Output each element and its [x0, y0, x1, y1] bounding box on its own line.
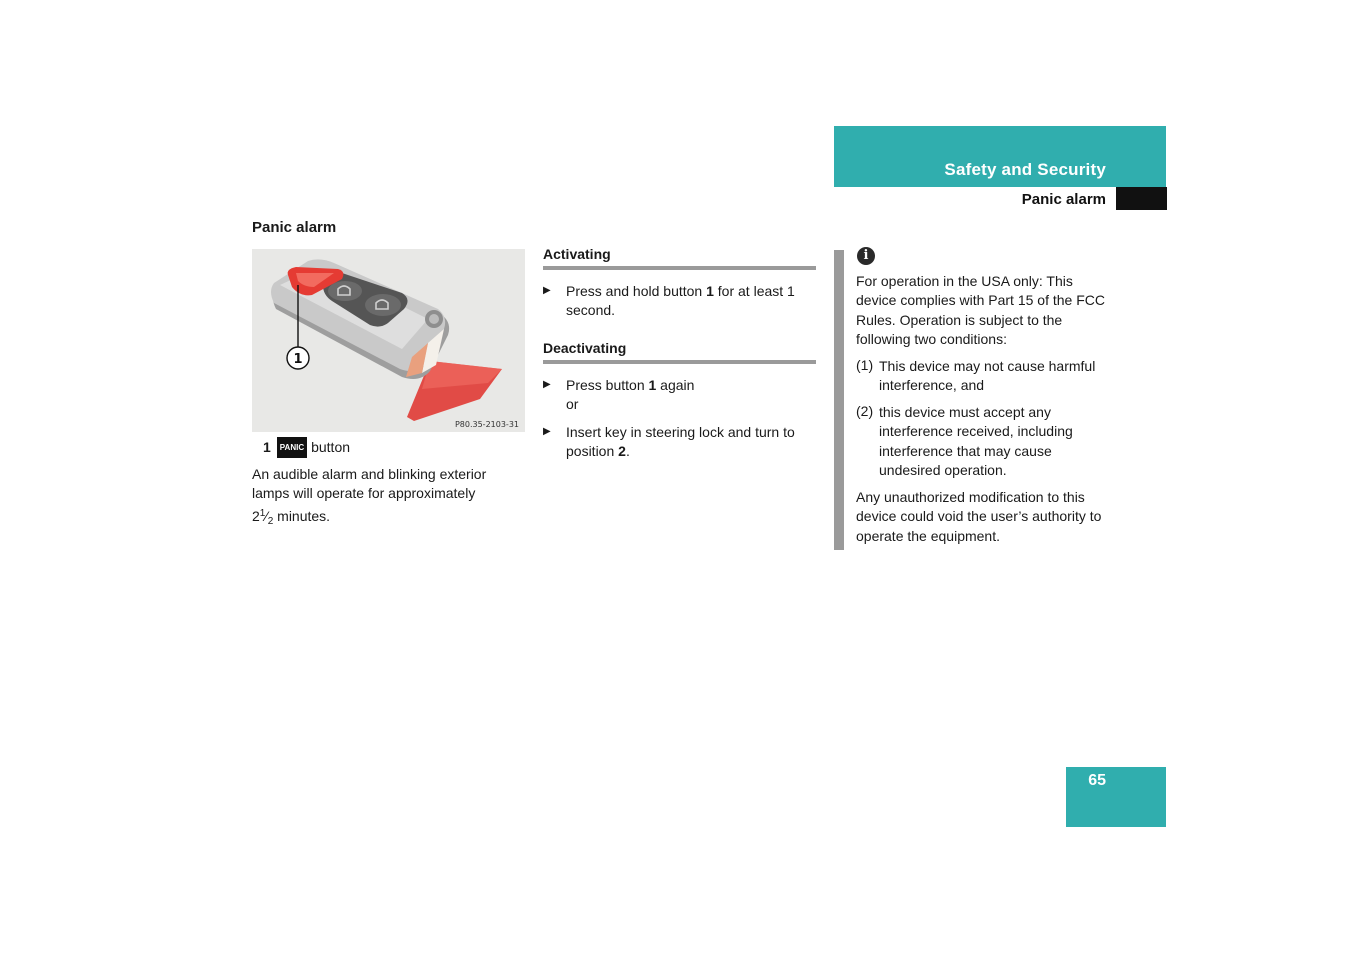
note-side-bar [834, 250, 844, 550]
deactivating-step-2 [566, 423, 818, 462]
activating-step [566, 282, 818, 321]
step-text: Press button [566, 377, 649, 393]
panic-badge: PANIC [277, 437, 307, 458]
section-tab-marker [1116, 187, 1167, 210]
bullet-arrow-icon: ▶ [543, 426, 551, 437]
step-text: for at least 1 second. [566, 283, 795, 319]
caption-label: button [311, 439, 351, 455]
key-fob-figure [252, 249, 525, 432]
step-text: . [625, 443, 630, 460]
chapter-title: Safety and Security [944, 160, 1106, 179]
step-text: Insert key in steering lock and turn to position [566, 424, 795, 460]
note-outro: Any unauthorized modification to this device could void the user’s authority to operate the equipment. [856, 489, 1102, 544]
figure-callout-number: 1 [293, 352, 303, 367]
duration-fraction: $2^1⁄_2$ [252, 507, 274, 527]
condition-text: This device may not cause harmful interference, and [879, 358, 1096, 394]
fraction-whole: 2 [252, 507, 260, 524]
alarm-description [252, 465, 522, 531]
activating-heading: Activating [543, 246, 611, 262]
activating-rule [543, 266, 816, 270]
description-text: An audible alarm and blinking exterior lamps will operate for approximately [252, 466, 487, 502]
description-suffix: minutes. [277, 507, 331, 524]
step-button-number: 1 [648, 377, 657, 393]
step-text: Press and hold button [566, 283, 707, 299]
condition-text: this device must accept any interference received, including interference that may cause undesired operation. [879, 404, 1073, 478]
section-title: Panic alarm [1021, 191, 1106, 208]
condition-label: (2) [856, 403, 874, 419]
key-fob-illustration [252, 249, 525, 432]
step-or: or [566, 396, 579, 413]
bullet-arrow-icon: ▶ [543, 285, 551, 296]
step-button-number: 1 [706, 283, 714, 299]
step-position-number: 2 [618, 443, 626, 460]
deactivating-heading: Deactivating [543, 340, 627, 356]
info-icon: i [857, 247, 875, 265]
figure-caption [263, 437, 350, 458]
note-intro: For operation in the USA only: This device complies with Part 15 of the FCC Rules. Operation is subject to the following two conditions: [856, 273, 1105, 347]
caption-number: 1 [263, 439, 271, 455]
page-number: 65 [1088, 772, 1106, 789]
step-text: again [656, 377, 695, 393]
bullet-arrow-icon: ▶ [543, 379, 551, 390]
page-heading: Panic alarm [252, 219, 337, 236]
condition-label: (1) [856, 357, 874, 373]
fraction-numerator: 1 [259, 507, 266, 519]
fraction-denominator: 2 [267, 515, 274, 527]
deactivating-step-1 [566, 376, 818, 415]
deactivating-rule [543, 360, 816, 364]
figure-code: P80.35-2103-31 [454, 420, 519, 429]
